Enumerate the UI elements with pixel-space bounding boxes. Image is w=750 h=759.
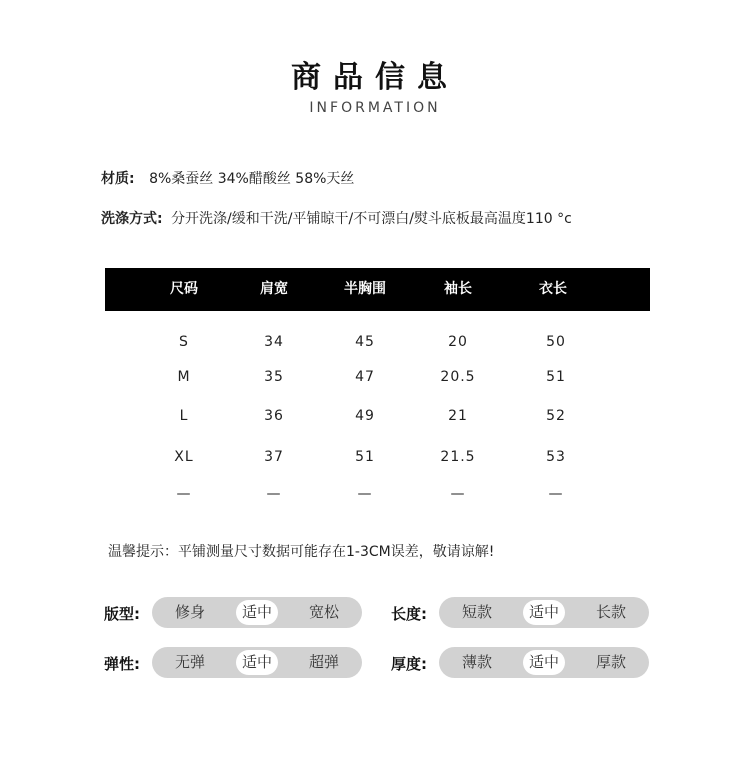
table-cell: L — [179, 408, 189, 424]
washing-label: 洗涤方式: — [101, 211, 163, 227]
table-cell: 51 — [355, 449, 375, 465]
column-header: 肩宽 — [260, 281, 288, 297]
size-table-header — [105, 268, 650, 311]
table-cell: — — [450, 486, 466, 502]
elasticity-label: 弹性: — [104, 655, 140, 673]
table-cell: — — [357, 486, 373, 502]
washing-line — [101, 208, 572, 228]
length-option: 长款 — [595, 603, 627, 621]
material-value: 8%桑蚕丝 34%醋酸丝 58%天丝 — [149, 171, 355, 187]
elasticity-option: 无弹 — [174, 653, 206, 671]
column-header: 衣长 — [539, 281, 567, 297]
table-cell: XL — [174, 449, 194, 465]
length-option: 短款 — [461, 603, 493, 621]
table-cell: 21 — [448, 408, 468, 424]
table-cell: 20.5 — [440, 369, 476, 385]
material-line — [101, 168, 354, 188]
table-cell: — — [548, 486, 564, 502]
table-cell: 52 — [546, 408, 566, 424]
table-cell: 21.5 — [440, 449, 476, 465]
fit-option: 宽松 — [308, 603, 340, 621]
table-cell: 36 — [264, 408, 284, 424]
fit-option: 修身 — [174, 603, 206, 621]
column-header: 尺码 — [170, 281, 198, 297]
length-label: 长度: — [391, 605, 427, 623]
fit-option-selected: 适中 — [236, 600, 278, 625]
table-row — [105, 406, 650, 426]
material-label: 材质: — [101, 171, 135, 187]
table-row — [105, 367, 650, 387]
table-cell: 49 — [355, 408, 375, 424]
table-cell: — — [266, 486, 282, 502]
table-cell: S — [179, 334, 189, 350]
table-row — [105, 484, 650, 504]
table-cell: 34 — [264, 334, 284, 350]
page-title: 商品信息 — [291, 60, 459, 95]
length-option-selected: 适中 — [523, 600, 565, 625]
table-cell: M — [177, 369, 191, 385]
table-cell: 20 — [448, 334, 468, 350]
measurement-notice: 温馨提示：平铺测量尺寸数据可能存在1-3CM误差，敬请谅解! — [108, 544, 495, 560]
size-table — [105, 268, 650, 502]
thickness-label: 厚度: — [391, 655, 427, 673]
table-cell: 45 — [355, 334, 375, 350]
fit-scale — [152, 597, 362, 628]
table-cell: 53 — [546, 449, 566, 465]
elasticity-scale — [152, 647, 362, 678]
table-cell: 51 — [546, 369, 566, 385]
thickness-option: 厚款 — [595, 653, 627, 671]
elasticity-option-selected: 适中 — [236, 650, 278, 675]
table-row — [105, 447, 650, 467]
page-subtitle: INFORMATION — [309, 100, 441, 116]
thickness-scale — [439, 647, 649, 678]
table-cell: — — [176, 486, 192, 502]
fit-label: 版型: — [104, 605, 140, 623]
thickness-option: 薄款 — [461, 653, 493, 671]
length-scale — [439, 597, 649, 628]
table-cell: 35 — [264, 369, 284, 385]
table-row — [105, 332, 650, 352]
column-header: 半胸围 — [344, 281, 386, 297]
table-cell: 50 — [546, 334, 566, 350]
column-header: 袖长 — [444, 281, 472, 297]
elasticity-option: 超弹 — [308, 653, 340, 671]
table-cell: 47 — [355, 369, 375, 385]
washing-value: 分开洗涤/缓和干洗/平铺晾干/不可漂白/熨斗底板最高温度110 °c — [171, 211, 572, 227]
table-cell: 37 — [264, 449, 284, 465]
thickness-option-selected: 适中 — [523, 650, 565, 675]
